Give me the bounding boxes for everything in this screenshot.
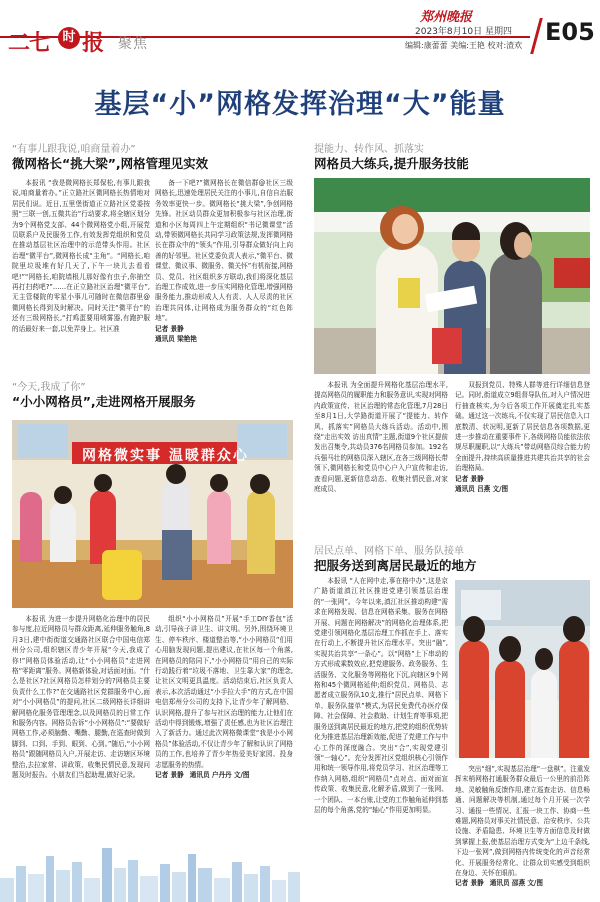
article-3-correspondent: 通讯员 吕燕 文/图 <box>455 485 509 494</box>
issue-date: 2023年8月10日 星期四 <box>415 27 512 37</box>
editor-credits: 编辑:康蕾蕾 美编:王艳 校对:渣欢 <box>405 41 523 50</box>
article-4-column-2: 突出“细”,实现基层治理“一盘棋”。注重发挥末梢网格打通服务群众最后一公里的前沿阵地、灵敏触角反馈作用,建立巡查走访、信息畅通、问题解决等机制,通过每个月开展一次学习、通报一些情况、汇报一块工作、协商一些难题,网格员对事关社情民意、治安秩序、公共设施、矛盾隐患、环境卫生等方面信息及时做到掌握上报,使基层治理方式变为“上边千条线,下边一张网”,做到网格内传统变化的声音经常化、开展服务经常化、让群众切实感受到组织在身边、关怀在眼前。 记者 景静 通讯员 邵燕 文/图 <box>455 765 590 888</box>
article-1-kicker: “有事儿跟我说,咱商量着办” <box>12 144 136 155</box>
city-skyline-icon <box>0 838 300 902</box>
article-4-column-1: 本报讯 “人在网中走,事在格中办”,这是京广路街道滇江社区推进党建引领基层治理的“一张网”。今年以来,滇江社区推动构建“需求在网格发现、信息在网格采集、服务在网格开展、问题在网格解决”的网格化治理体系,把党建引领网格化基层治理工作抓在手上、落实在行动上,不断提升社区治理水平。突出“融”,实现共治共享“一条心”。以“网格”上下串动的方式形成乘数效应,把党建服务、政务服务、生活服务、文化服务等网格化下沉,向辖区9个网格和45个微网格延伸;组织党员、网格员、志愿者成立服务队10支,推行“居民点单、网格下单、服务队接单”模式,为居民免费代办医疗保障、社会保障、社会救助、计划生育等事项,把服务送到离居民最近的地方,把党的组织优势转化为推进基层治理新效能,促进了党建工作与中心工作的深度融合。突出“合”,实现党建引领“一轴心”。充分发挥社区党组织核心引领作用和统一领导作用,将党员学习、社区治理等工作纳入网格,组织“网格员”点对点、面对面宣传政策、收集民意,化解矛盾,做到了一张网、一个团队、一本台账,让党的工作触角延伸到基层的每个角落,党的“轴心”作用更加明显。 <box>314 577 448 814</box>
photo-banner-text: 网格微实事 温暖群众心 <box>82 448 249 464</box>
section-name: 二七 <box>8 31 51 56</box>
article-1-correspondent: 通讯员 梁艳艳 <box>155 335 197 344</box>
section-logo-icon: 时 <box>58 27 80 49</box>
article-3-headline: 网格员大练兵,提升服务技能 <box>314 156 469 171</box>
article-3-photo <box>314 178 590 374</box>
article-2-photo <box>12 420 293 608</box>
paper-logo: 郑州晚报 <box>420 10 473 25</box>
masthead <box>0 0 600 64</box>
article-2-column-2: 组织“小小网格员”开展“手工DIY香包”活动,引导孩子讲卫生、讲文明。另外,围绕环境卫生、停车秩序、楼道整治等,“小小网格员”们用心用脑发现问题,提出建议,在社区每一个角落,在网格员的陪同下,“小小网格员”用自己的实际行动践行着“垃圾不落地、卫生靠大家”的理念,让社区文明更具温度。活动结束后,社区负责人表示,本次活动通过“小手拉大手”的方式,在中国电信郑州分公司的支持下,让青少年了解网格、认识网格,提升了参与社区治理的能力,让他们在活动中得到锻炼,增强了责任感,也为社区治理注入了新活力。通过此次网格微课堂“我是小小网格员”体验活动,不仅让青少年了解和认识了网格员的工作,也培养了青少年热爱美好家园、投身志愿服务的热情。 记者 景静 通讯员 户丹丹 文/图 <box>155 615 293 780</box>
article-2-kicker: “今天,我成了你” <box>12 382 86 393</box>
article-4-reporter: 记者 景静 <box>455 879 484 888</box>
section-subtitle: 聚焦 <box>118 36 148 52</box>
article-1-column-1: 本报讯 “我是微网格长郑保松,有事儿跟我说,咱商量着办。”正立路社区微网格长热情地对居民们说。近日,五里堡街道正立路社区党委按照“三联一创,五微共治”行动要求,将全辖区划分为9个网格党支部、44个微网格党小组,开展党员联系户及民服务工作,有效发挥党组织和党员在推动基层社区治理中的示范带头作用。社区治理“微平台”,微网格长成“主角”。“网格长,咱院里垃圾堆有好几天了,下午一块儿去看看吧!”“网格长,咱院墙根儿那好像有虫子,你抽空再打扫药吧?”……在正立路社区治理“微平台”,无主管楼院的零星小事儿可随时在微信群里@微网格长得到及时解决。同时关注“微平台”的还有三级网格长,“打鸡蛋要用喷雾器,有跑护服的话最好来一套,以免弄身上。社区准 <box>12 179 150 333</box>
article-2-column-1: 本报讯 为进一步提升网格化治理中的居民参与度,拉近网格员与群众距离,延伸服务触角,8月3日,建中街街道交通路社区联合中国电信郑州分公司,组织辖区青少年开展“今天,我成了你!”网格员体验活动,让“小小网格员”走进网格“零距离”服务。网格新体验,对话面对面。“什么是社区?社区网格员怎样划分的?网格员主要负责什么工作?”在交通路社区党群服务中心,面对“小小网格员”的提问,社区二级网格长详细讲解网格化服务管理理念,以及网格员的日常工作和服务内容。网格员告诉“小小网格员”:“要做好网格工作,必须脑勤、嘴勤、腿勤,在巡查时做到脚到、口到、手到、眼到、心到。”随后,“小小网格员”跟随网格员入户,开展走访、走访辖区环境整治,去拉家常、讲政策、收集民情民意,发现问题及时报告。小朋友们当起助理,做好记录。 <box>12 615 150 780</box>
article-2-reporter: 记者 景静 <box>155 771 184 780</box>
article-2-correspondent: 通讯员 户丹丹 文/图 <box>189 771 250 780</box>
article-3-column-2: 双报到党员、特殊人群等进行详细信息登记。同时,街道成立9组督导队伍,对入户情况进行抽查核实,为今后各项工作开展奠定扎实基础。通过这一次练兵,不仅实现了居民信息入口底数清、状况明,更新了居民信息各项数据,更进一步推动在重要事件下,各级网格员能依法依规尽职履职,以“大练兵”带动网格员综合能力的全面提升,持续高质量推进共建共治共享的社会治理格局。 记者 景静 通讯员 吕燕 文/图 <box>455 381 590 494</box>
article-3-kicker: 提能力、转作风、抓落实 <box>314 144 424 155</box>
article-3-reporter: 记者 景静 <box>455 474 484 483</box>
article-2-headline: “小小网格员”,走进网格开展服务 <box>12 394 196 409</box>
article-4-correspondent: 通讯员 邵燕 文/图 <box>489 879 543 888</box>
article-1-headline: 微网格长“挑大梁”,网格管理见实效 <box>12 156 209 171</box>
page-title: 基层“小”网格发挥治理“大”能量 <box>94 89 506 120</box>
section-name-suffix: 报 <box>82 31 105 56</box>
article-4-photo <box>455 580 590 758</box>
page-slash-icon <box>530 18 543 54</box>
article-1-column-2: 备一下吧?”微网格长在微信群@社区三级网格长,迅速处理居民关注的小事儿,自信自治服务效率更快一步。微网格长“挑大梁”,争创网格先锋。社区动员群众更加积极参与社区治理,街道和小区每周四上午定期组织“书记微课堂”活动,带领微网格长共同学习政策法规,发挥微网格长在群众中的“领头”作用,引导群众做好向上向善的好邻里。社区党委负责人表示,“微平台、微课堂、微议事、微服务、微关怀”有机衔接,网格员、党员、社区组织多方联动,我们将深化基层治理工作成效,进一步压实网格化管理,增强网格服务能力,推动形成人人有责、人人尽责的社区治理共同体,让网格成为服务群众的“红色阵地”。 记者 景静 通讯员 梁艳艳 <box>155 179 293 344</box>
article-4-kicker: 居民点单、网格下单、服务队接单 <box>314 546 464 557</box>
article-3-column-1: 本报讯 为全面提升网格化基层治理水平,提高网格员的履职能力和服务意识,实现对网格内政策宣传、社区治理的常态化管理,7月28日至8月1日,大学路街道开展了“提能力、转作风、抓落实”网格员大练兵活动。活动中,围绕“走出实效 访出真情”主题,街道9个社区提前发出召集令,共动员376名网格员参加。192名兵强马壮的网格员深入辖区,在各三级网格长带领下,微网格长和党员中心户入户宣传和走访,查看问题,更新信息动态、收集社情民意,对家庭成员、 <box>314 381 448 494</box>
article-1-reporter: 记者 景静 <box>155 324 184 333</box>
article-4-headline: 把服务送到离居民最近的地方 <box>314 558 477 573</box>
page-number: E05 <box>545 18 595 46</box>
